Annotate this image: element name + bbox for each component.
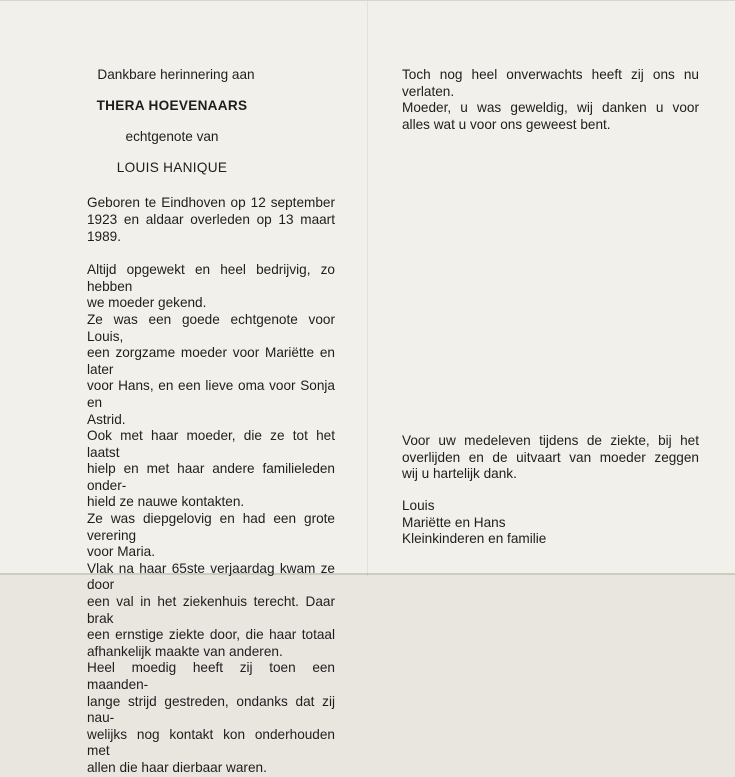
text-line: Ook met haar moeder, die ze tot het laatst <box>87 428 335 460</box>
text-line: een val in het ziekenhuis terecht. Daar brak <box>87 594 335 626</box>
right-panel <box>402 67 699 547</box>
thanks-paragraph <box>402 433 699 483</box>
text-line: Astrid. <box>87 411 126 427</box>
text-line: 1923 en aldaar overleden op 13 maart 1989. <box>87 211 335 244</box>
text-line: Geboren te Eindhoven op 12 september <box>87 195 335 211</box>
text-line: lange strijd gestreden, ondanks dat zij nau- <box>87 693 335 726</box>
text-line: welijks nog kontakt kon onderhouden met <box>87 726 335 759</box>
text-line: verlaten. <box>402 83 455 99</box>
text-line: we moeder gekend. <box>87 295 207 311</box>
signatory: Kleinkinderen en familie <box>402 531 547 547</box>
text-line: Ze was diepgelovig en had een grote verering <box>87 511 335 543</box>
text-line: een ernstige ziekte door, die haar totaal <box>87 627 335 643</box>
signatory: Louis <box>402 498 435 513</box>
text-line: alles wat u voor ons geweest bent. <box>402 116 611 132</box>
text-line: overlijden en de uitvaart van moeder zeggen <box>402 449 699 465</box>
left-panel <box>87 67 335 777</box>
text-line: wij u hartelijk dank. <box>402 466 517 482</box>
text-line: hielp en met haar andere familieleden onder- <box>87 461 335 493</box>
text-line: Ze was een goede echtgenote voor Louis, <box>87 311 335 344</box>
text-line: Toch nog heel onverwachts heeft zij ons nu <box>402 67 699 82</box>
text-line: Moeder, u was geweldig, wij danken u voor <box>402 100 699 116</box>
text-line: Altijd opgewekt en heel bedrijvig, zo hebben <box>87 262 335 294</box>
biography-paragraph <box>87 262 335 776</box>
text-line: voor Maria. <box>87 544 155 560</box>
farewell-paragraph <box>402 67 699 133</box>
deceased-name: THERA HOEVENAARS <box>96 97 248 113</box>
text-line: Vlak na haar 65ste verjaardag kwam ze door <box>87 560 335 593</box>
spouse-name: LOUIS HANIQUE <box>116 159 228 175</box>
birth-death-paragraph <box>87 195 335 245</box>
text-line: Heel moedig heeft zij toen een maanden- <box>87 660 335 692</box>
text-line: hield ze nauwe kontakten. <box>87 494 245 510</box>
text-line: afhankelijk maakte van anderen. <box>87 643 283 659</box>
text-line: een zorgzame moeder voor Mariëtte en later <box>87 345 335 377</box>
text-line: voor Hans, en een lieve oma voor Sonja en <box>87 378 335 410</box>
remembrance-header: Dankbare herinnering aan <box>97 67 255 82</box>
card-fold-line <box>367 1 368 576</box>
signatories <box>402 498 699 548</box>
text-line: allen die haar dierbaar waren. <box>87 759 267 775</box>
signatory: Mariëtte en Hans <box>402 514 506 530</box>
text-line: Voor uw medeleven tijdens de ziekte, bij het <box>402 433 699 448</box>
spouse-label: echtgenote van <box>125 129 219 145</box>
